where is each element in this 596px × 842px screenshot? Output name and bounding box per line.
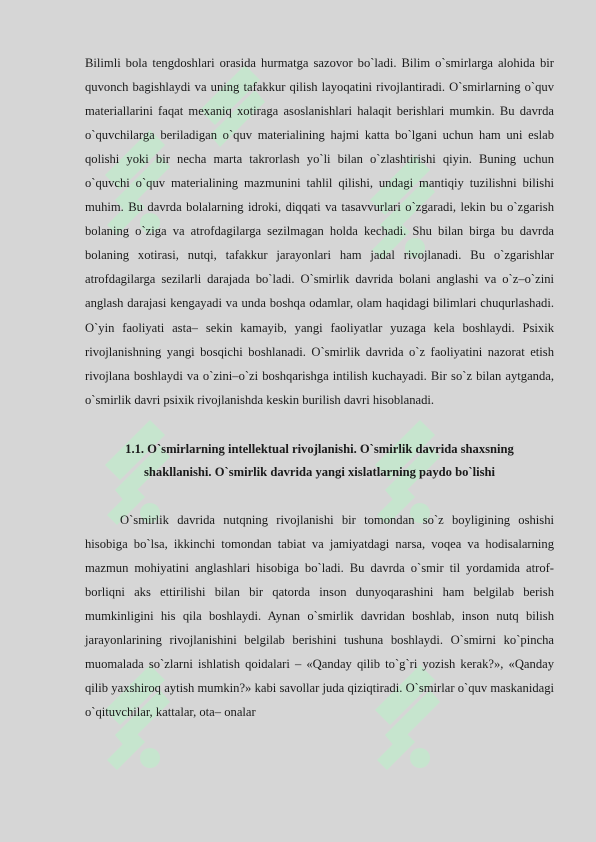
- document-body: [85, 51, 554, 724]
- body-paragraph: Bilimli bola tengdoshlari orasida hurmatga sazovor bo`ladi. Bilim o`smirlarga alohida bir quvonch bagishlaydi va uning tafakkur qilish layoqatini rivojlantiradi. O`smirlarning o`quv materiallarini faqat mexaniq xotiraga asoslanishlari halaqit berishlari mumkin. Bu davrda o`quvchilarga beriladigan o`quv materialining hajmi katta bo`lgani uchun ham uni eslab qolishi yoki bir necha marta takrorlash yo`li bilan o`zlashtirishi qiyin. Buning uchun o`quvchi o`quv materialining mazmunini tahlil qilishi, undagi mantiqiy tuzilishni bilishi muhim. Bu davrda bolalarning idroki, diqqati va tasavvurlari o`zgaradi, lekin bu o`zgarish bolaning o`ziga va atrofdagilarga sezilmagan holda kechadi. Shu bilan birga bu davrda bolaning xotirasi, nutqi, tafakkur jarayonlari ham jadal rivojlanadi. Bu o`zgarishlar atrofdagilarga sezilarli darajada bo`ladi. O`smirlik davrida bolani anglashi va o`z–o`zini anglash darajasi kengayadi va unda boshqa odamlar, olam haqidagi bilimlari chuqurlashadi. O`yin faoliyati asta– sekin kamayib, yangi faoliyatlar yuzaga kela boshlaydi. Psixik rivojlanishning yangi bosqichi boshlanadi. O`smirlik davrida o`z faoliyatini nazorat etish rivojlana boshlaydi va o`zini–o`zi boshqarishga intilish kuchayadi. Bir so`z bilan aytganda, o`smirlik davri psixik rivojlanishda keskin burilish davri hisoblanadi.: [85, 56, 554, 407]
- body-paragraph: O`smirlik davrida nutqning rivojlanishi bir tomondan so`z boyligining oshishi hisobiga bo`lsa, ikkinchi tomondan tabiat va jamiyatdagi narsa, voqea va hodisalarning mazmun mohiyatini anglashlari hisobiga bo`ladi. Bu davrda o`smir til yordamida atrof-borliqni aks ettirilishi bilan bir qatorda inson dunyoqarashini ham belgilab berish mumkinligini his qila boshlaydi. Aynan o`smirlik davridan boshlab, inson nutq bilish jarayonlarining rivojlanishini belgilab berishini tushuna boshlaydi. O`smirni ko`pincha muomalada so`zlarni ishlatish qoidalari – «Qanday qilib to`g`ri yozish kerak?», «Qanday qilib yaxshiroq aytish mumkin?» kabi savollar juda qiziqtiradi. O`smirlar o`quv maskanidagi o`qituvchilar, kattalar, ota– onalar: [85, 512, 554, 720]
- section-heading: 1.1. O`smirlarning intellektual rivojlanishi. O`smirlik davrida shaxsning shakllanishi. O`smirlik davrida yangi xislatlarning paydo bo`lishi: [125, 441, 514, 479]
